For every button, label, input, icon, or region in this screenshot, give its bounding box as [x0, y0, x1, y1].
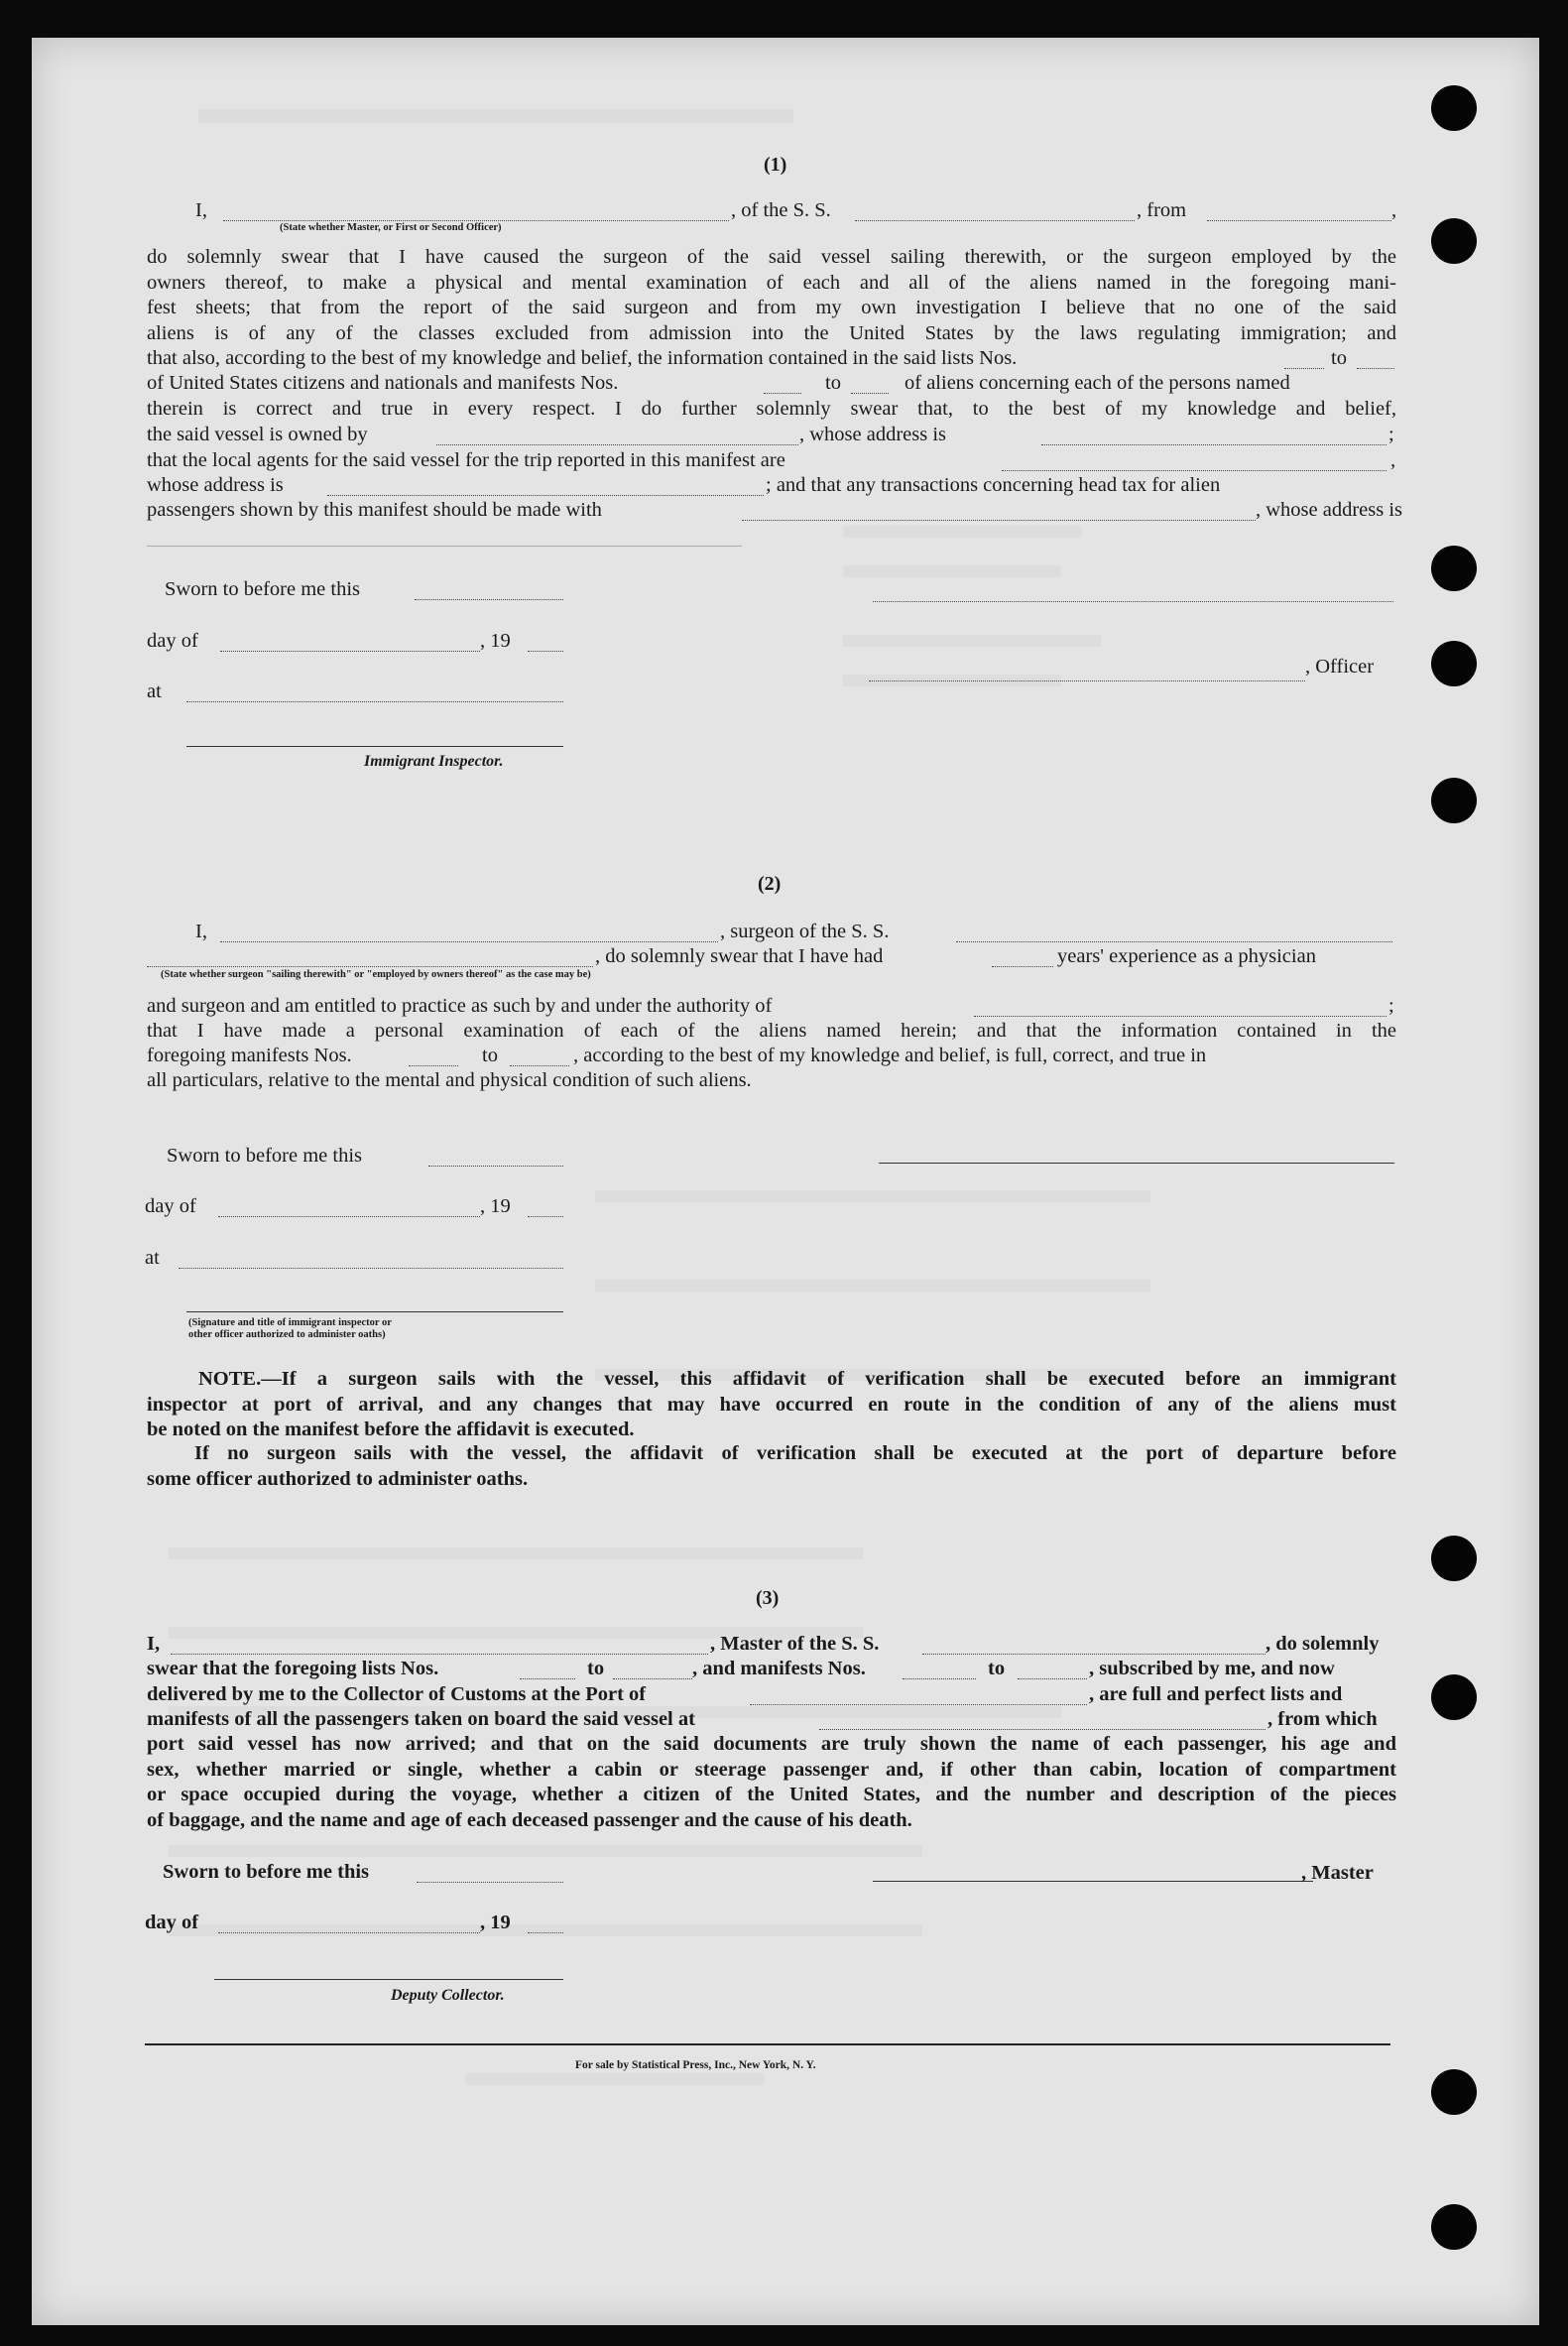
month-field[interactable]	[218, 1932, 480, 1933]
oath-line: fest sheets; that from the report of the said surgeon and from my own investigation I believe that no one of the said	[147, 297, 1396, 319]
text-day-of: day of	[145, 1912, 199, 1933]
caption-signature-title-2: other officer authorized to administer oaths)	[188, 1329, 386, 1340]
text-sworn: Sworn to before me this	[165, 578, 360, 600]
officer-name-field[interactable]	[223, 220, 729, 221]
text-at: at	[147, 680, 162, 702]
oath-line-therein	[147, 397, 1396, 423]
text-to: to	[988, 1658, 1006, 1679]
text-comma: ,	[1391, 199, 1397, 221]
manifests-from-field[interactable]	[764, 393, 801, 394]
note-text: —If a surgeon sails with the vessel, this affidavit of verification shall be executed before an immigrant	[261, 1368, 1396, 1390]
note-label: NOTE.	[198, 1368, 262, 1390]
text-to: to	[1331, 347, 1347, 369]
oath-line: that I have made a personal examination of each of the aliens named herein; and that the information contained in the	[147, 1020, 1396, 1042]
text-lists-nos: that also, according to the best of my knowledge and belief, the information contained in the said lists Nos.	[147, 347, 1018, 369]
text-i: I,	[195, 199, 207, 221]
oath-line: do solemnly swear that I have caused the surgeon of the said vessel sailing therewith, or the surgeon employed by the	[147, 246, 1396, 268]
footer-rule	[145, 2043, 1390, 2045]
text-at: at	[145, 1247, 160, 1269]
text-comma: ,	[1390, 449, 1396, 471]
underline	[147, 546, 742, 547]
local-agents-field[interactable]	[1002, 470, 1387, 471]
binder-hole	[1431, 2069, 1477, 2115]
text-from-which: , from which	[1267, 1708, 1378, 1730]
oath-line: owners thereof, to make a physical and mental examination of each and all of the aliens named in the foregoing mani-	[147, 271, 1396, 294]
text-full-perfect: , are full and perfect lists and	[1089, 1683, 1343, 1705]
caption-deputy-collector: Deputy Collector.	[391, 1987, 505, 2004]
text-baggage: of baggage, and the name and age of each deceased passenger and the cause of his death.	[147, 1809, 912, 1831]
master-name-field[interactable]	[171, 1654, 708, 1655]
text-to: to	[825, 372, 841, 394]
caption-officer-type: (State whether Master, or First or Second Officer)	[280, 222, 502, 233]
section-3-number: (3)	[756, 1587, 780, 1609]
inspector-signature-line[interactable]	[186, 746, 563, 747]
binder-hole	[1431, 2204, 1477, 2250]
text-years-experience: , do solemnly swear that I have had	[595, 945, 884, 967]
text-owned-by: the said vessel is owned by	[147, 424, 368, 445]
oath-line: sex, whether married or single, whether a cabin or steerage passenger and, if other than cabin, location of compartment	[147, 1758, 1396, 1781]
text-foregoing-manifests: foregoing manifests Nos.	[147, 1045, 352, 1066]
manifests-to-field[interactable]	[1018, 1678, 1087, 1679]
surgeon-type-field[interactable]	[147, 966, 593, 967]
year-field[interactable]	[528, 1932, 563, 1933]
text-day-of: day of	[147, 630, 198, 652]
departure-port-field[interactable]	[819, 1729, 1266, 1730]
month-field[interactable]	[220, 651, 480, 652]
vessel-name-field[interactable]	[855, 220, 1135, 221]
text-full-correct: , according to the best of my knowledge and belief, is full, correct, and true in	[573, 1045, 1207, 1066]
binder-hole	[1431, 546, 1477, 591]
text-head-tax: ; and that any transactions concerning head tax for alien	[766, 474, 1221, 496]
text-surgeon-of-ss: , surgeon of the S. S.	[720, 921, 890, 942]
text-subscribed: , subscribed by me, and now	[1089, 1658, 1335, 1679]
binder-hole	[1431, 85, 1477, 131]
lists-from-field[interactable]	[520, 1678, 575, 1679]
manifests-from-field[interactable]	[409, 1065, 458, 1066]
text-of-ss: , of the S. S.	[731, 199, 831, 221]
binder-hole	[1431, 1674, 1477, 1720]
text-i: I,	[147, 1633, 161, 1655]
month-field[interactable]	[218, 1216, 480, 1217]
text-aliens-concerning: of aliens concerning each of the persons named	[905, 372, 1290, 394]
years-field[interactable]	[992, 966, 1053, 967]
manifests-from-field[interactable]	[903, 1678, 976, 1679]
text-sworn: Sworn to before me this	[167, 1145, 362, 1167]
text-authority: and surgeon and am entitled to practice as such by and under the authority of	[147, 995, 773, 1017]
oath-paragraph-1	[147, 245, 1396, 346]
text-from: , from	[1137, 199, 1187, 221]
text-taken-on-board: manifests of all the passengers taken on board the said vessel at	[147, 1708, 695, 1730]
authority-field[interactable]	[974, 1016, 1387, 1017]
port-field[interactable]	[750, 1704, 1087, 1705]
text-all-particulars: all particulars, relative to the mental and physical condition of such aliens.	[147, 1069, 752, 1091]
oath-line: therein is correct and true in every respect. I do further solemnly swear that, to the best of my knowledge and belief,	[147, 398, 1396, 420]
binder-hole	[1431, 218, 1477, 264]
text-semicolon: ;	[1388, 424, 1394, 445]
text-master-of-ss: , Master of the S. S.	[710, 1633, 880, 1655]
binder-hole	[1431, 641, 1477, 686]
sworn-date-field[interactable]	[415, 599, 563, 600]
text-foregoing-lists: swear that the foregoing lists Nos.	[147, 1658, 439, 1679]
officer-signature-line[interactable]	[869, 680, 1305, 681]
footer-printer-credit: For sale by Statistical Press, Inc., New York, N. Y.	[575, 2059, 816, 2071]
place-field[interactable]	[186, 701, 563, 702]
manifests-to-field[interactable]	[851, 393, 889, 394]
lists-from-field[interactable]	[1284, 368, 1324, 369]
text-semicolon: ;	[1388, 995, 1394, 1017]
caption-immigrant-inspector: Immigrant Inspector.	[364, 753, 504, 770]
text-manifests-nos: of United States citizens and nationals and manifests Nos.	[147, 372, 619, 394]
vessel-name-field[interactable]	[956, 941, 1392, 942]
text-local-agents: that the local agents for the said vessel for the trip reported in this manifest are	[147, 449, 785, 471]
text-manifests-nos: , and manifests Nos.	[692, 1658, 866, 1679]
year-field[interactable]	[528, 1216, 563, 1217]
text-passengers-made-with: passengers shown by this manifest should be made with	[147, 499, 602, 521]
oath-line: aliens is of any of the classes excluded from admission into the United States by the laws regulating immigration; and	[147, 321, 1396, 344]
lists-to-field[interactable]	[613, 1678, 692, 1679]
note-line: be noted on the manifest before the affidavit is executed.	[147, 1419, 635, 1441]
text-whose-address: , whose address is	[799, 424, 947, 445]
note-paragraph	[147, 1367, 1396, 1491]
surgeon-name-field[interactable]	[220, 941, 718, 942]
text-whose-address: , whose address is	[1256, 499, 1403, 521]
agents-address-field[interactable]	[327, 495, 764, 496]
master-signature-line[interactable]	[873, 1881, 1313, 1882]
surgeon-signature-line[interactable]	[879, 1163, 1394, 1164]
owner-field[interactable]	[436, 444, 798, 445]
note-line	[147, 1367, 1396, 1393]
text-to: to	[587, 1658, 605, 1679]
manifests-to-field[interactable]	[510, 1065, 569, 1066]
oath-paragraph-3	[147, 1732, 1396, 1808]
owner-address-field[interactable]	[1041, 444, 1387, 445]
section-1-number: (1)	[764, 154, 787, 176]
year-field[interactable]	[528, 651, 563, 652]
text-do-solemnly: , do solemnly	[1266, 1633, 1380, 1655]
note-line: some officer authorized to administer oaths.	[147, 1467, 529, 1490]
place-field[interactable]	[179, 1268, 563, 1269]
binder-hole	[1431, 778, 1477, 823]
oath-line: or space occupied during the voyage, whether a citizen of the United States, and the number and description of the pieces	[147, 1784, 1396, 1806]
section-2-number: (2)	[758, 873, 782, 895]
collector-signature-line[interactable]	[214, 1979, 563, 1980]
port-from-field[interactable]	[1207, 220, 1391, 221]
officer-signature-line-top[interactable]	[873, 601, 1393, 602]
text-master: , Master	[1301, 1862, 1374, 1884]
vessel-name-field[interactable]	[922, 1654, 1266, 1655]
text-19: , 19	[480, 1912, 511, 1933]
text-to: to	[482, 1045, 498, 1066]
text-collector-port: delivered by me to the Collector of Customs at the Port of	[147, 1683, 647, 1705]
text-i: I,	[195, 921, 207, 942]
oath-line: port said vessel has now arrived; and that on the said documents are truly shown the name of each passenger, his age and	[147, 1733, 1396, 1755]
text-day-of: day of	[145, 1195, 196, 1217]
sworn-date-field[interactable]	[417, 1882, 563, 1883]
text-19: , 19	[480, 1195, 511, 1217]
text-sworn: Sworn to before me this	[163, 1861, 370, 1883]
head-tax-party-field[interactable]	[742, 520, 1256, 521]
note-line: inspector at port of arrival, and any changes that may have occurred en route in the condition of any of the aliens must	[147, 1393, 1396, 1416]
text-officer: , Officer	[1305, 656, 1375, 678]
text-19: , 19	[480, 630, 511, 652]
binder-hole	[1431, 1536, 1477, 1581]
text-physician: years' experience as a physician	[1057, 945, 1316, 967]
note-line: If no surgeon sails with the vessel, the affidavit of verification shall be executed at the port of departure before	[194, 1442, 1396, 1465]
sworn-date-field[interactable]	[428, 1166, 563, 1167]
oath-line-exam	[147, 1019, 1396, 1045]
lists-to-field[interactable]	[1357, 368, 1394, 369]
inspector-signature-line[interactable]	[186, 1311, 563, 1312]
text-whose-address: whose address is	[147, 474, 284, 496]
caption-signature-title-1: (Signature and title of immigrant inspector or	[188, 1317, 392, 1328]
caption-surgeon-type: (State whether surgeon "sailing therewith" or "employed by owners thereof" as the case may be)	[161, 969, 591, 980]
